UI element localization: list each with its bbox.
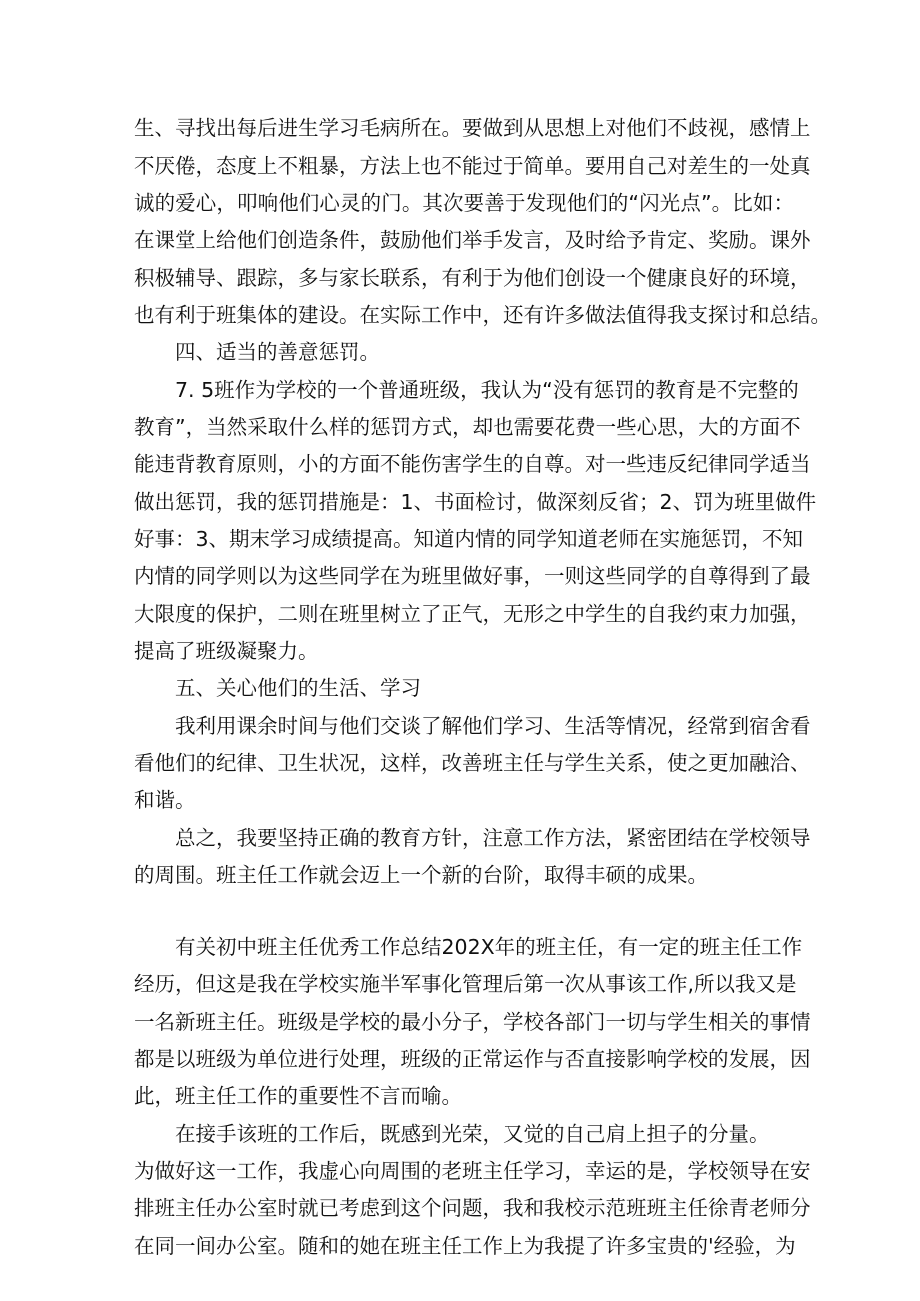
text-line: 为做好这一工作，我虚心向周围的老班主任学习，幸运的是，学校领导在安 [134, 1159, 811, 1183]
text-line: 大限度的保护，二则在班里树立了正气，无形之中学生的自我约束力加强， [134, 602, 811, 626]
text-line: 能违背教育原则，小的方面不能伤害学生的自尊。对一些违反纪律同学适当 [134, 452, 811, 476]
text-line: 积极辅导、跟踪，多与家长联系，有利于为他们创设一个健康良好的环境， [134, 266, 811, 290]
text-line: 做出惩罚，我的惩罚措施是：1、书面检讨，做深刻反省；2、罚为班里做件 [134, 490, 817, 514]
text-line: 看他们的纪律、卫生状况，这样，改善班主任与学生关系，使之更加融洽、 [134, 751, 811, 775]
text-line: 内情的同学则以为这些同学在为班里做好事，一则这些同学的自尊得到了最 [134, 564, 811, 588]
text-line: 教育”，当然采取什么样的惩罚方式，却也需要花费一些心思，大的方面不 [134, 415, 801, 439]
text-line: 7. 5班作为学校的一个普通班级，我认为“没有惩罚的教育是不完整的 [175, 378, 799, 402]
text-line: 生、寻找出每后进生学习毛病所在。要做到从思想上对他们不歧视，感情上 [134, 116, 811, 140]
text-line: 的周围。班主任工作就会迈上一个新的台阶，取得丰硕的成果。 [134, 863, 708, 887]
text-line: 一名新班主任。班级是学校的最小分子，学校各部门一切与学生相关的事情 [134, 1010, 811, 1034]
text-line: 诚的爱心，叩响他们心灵的门。其次要善于发现他们的“闪光点”。比如： [134, 191, 794, 215]
text-line: 也有利于班集体的建设。在实际工作中，还有许多做法值得我支探讨和总结。 [134, 303, 831, 327]
text-line: 此，班主任工作的重要性不言而喻。 [134, 1084, 462, 1108]
text-line: 不厌倦，态度上不粗暴，方法上也不能过于简单。要用自己对差生的一处真 [134, 154, 811, 178]
text-line: 和谐。 [134, 788, 196, 812]
text-line: 经历，但这是我在学校实施半军事化管理后第一次从事该工作,所以我又是 [134, 972, 797, 996]
text-line: 有关初中班主任优秀工作总结202X年的班主任，有一定的班主任工作 [175, 935, 803, 959]
text-line: 在同一间办公室。随和的她在班主任工作上为我提了许多宝贵的'经验，为 [134, 1234, 796, 1258]
section-heading: 四、适当的善意惩罚。 [175, 340, 380, 364]
text-line: 我利用课余时间与他们交谈了解他们学习、生活等情况，经常到宿舍看 [175, 714, 811, 738]
text-line: 提高了班级凝聚力。 [134, 639, 319, 663]
text-line: 排班主任办公室时就已考虑到这个问题，我和我校示范班班主任徐青老师分 [134, 1196, 811, 1220]
text-line: 总之，我要坚持正确的教育方针，注意工作方法，紧密团结在学校领导 [175, 826, 811, 850]
text-line: 好事：3、期末学习成绩提高。知道内情的同学知道老师在实施惩罚，不知 [134, 527, 804, 551]
section-heading: 五、关心他们的生活、学习 [175, 676, 421, 700]
text-line: 在课堂上给他们创造条件，鼓励他们举手发言，及时给予肯定、奖励。课外 [134, 228, 811, 252]
text-line: 都是以班级为单位进行处理，班级的正常运作与否直接影响学校的发展，因 [134, 1047, 811, 1071]
text-line: 在接手该班的工作后，既感到光荣，又觉的自己肩上担子的分量。 [175, 1122, 770, 1146]
